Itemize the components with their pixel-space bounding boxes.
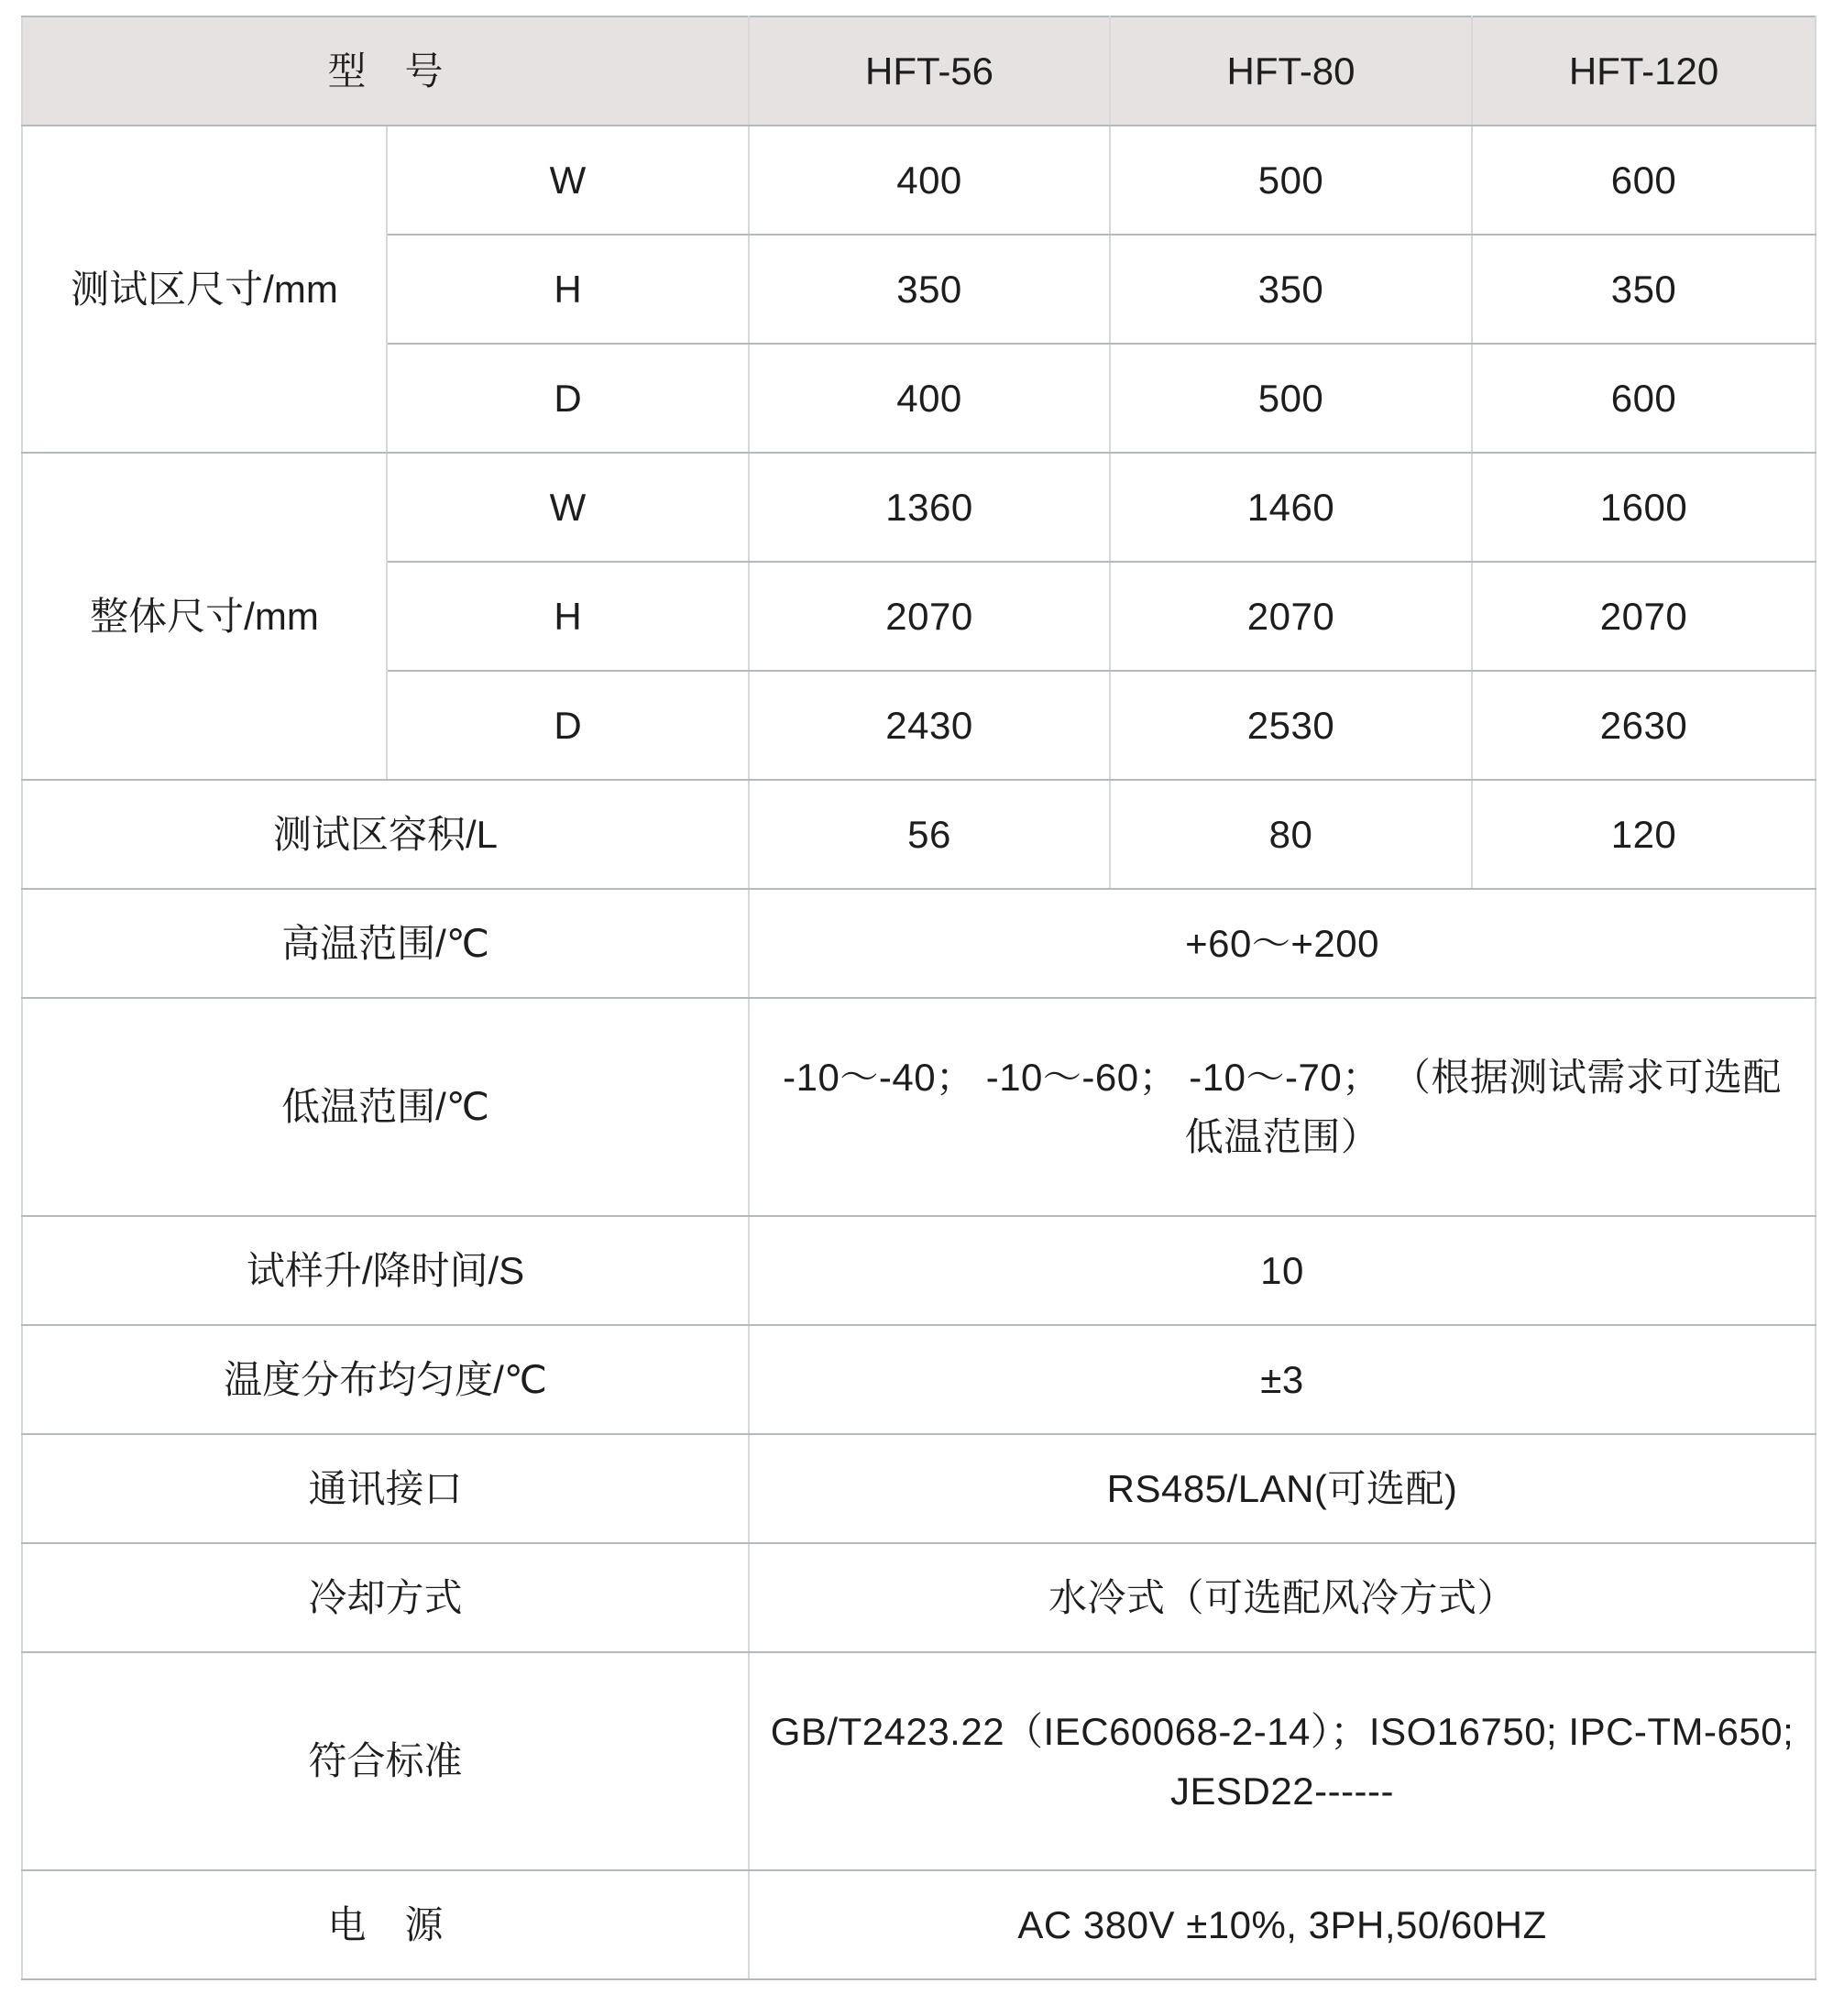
- test-area-w-row: [22, 126, 1816, 235]
- value-cell: 2430: [749, 671, 1110, 780]
- standards-row: [22, 1652, 1816, 1870]
- transfer-time-row: [22, 1216, 1816, 1325]
- value-cell: 1360: [749, 453, 1110, 562]
- value-cell: 500: [1110, 126, 1472, 235]
- power-label: 电 源: [22, 1870, 749, 1979]
- high-temp-row: [22, 889, 1816, 998]
- value-cell: 1600: [1472, 453, 1816, 562]
- header-model-hft80: HFT-80: [1110, 16, 1472, 126]
- value-cell: 500: [1110, 344, 1472, 453]
- cooling-label: 冷却方式: [22, 1543, 749, 1652]
- low-temp-row: [22, 998, 1816, 1216]
- value-cell: 80: [1110, 780, 1472, 889]
- value-cell: 400: [749, 126, 1110, 235]
- standards-value: GB/T2423.22（IEC60068-2-14）；ISO16750; IPC-TM-650; JESD22------: [749, 1652, 1816, 1870]
- low-temp-value: -10～-40； -10～-60； -10～-70； （根据测试需求可选配低温范围）: [749, 998, 1816, 1216]
- standards-label: 符合标准: [22, 1652, 749, 1870]
- uniformity-label: 温度分布均匀度/℃: [22, 1325, 749, 1434]
- low-temp-label: 低温范围/℃: [22, 998, 749, 1216]
- value-cell: 350: [1472, 235, 1816, 344]
- value-cell: 350: [749, 235, 1110, 344]
- header-row: [22, 16, 1816, 126]
- value-cell: 2070: [749, 562, 1110, 671]
- value-cell: 56: [749, 780, 1110, 889]
- cooling-row: [22, 1543, 1816, 1652]
- test-area-dim-label: 测试区尺寸/mm: [22, 126, 387, 453]
- comm-interface-label: 通讯接口: [22, 1434, 749, 1543]
- cooling-value: 水冷式（可选配风冷方式）: [749, 1543, 1816, 1652]
- transfer-time-label: 试样升/降时间/S: [22, 1216, 749, 1325]
- value-cell: 400: [749, 344, 1110, 453]
- power-row: [22, 1870, 1816, 1979]
- header-model-hft120: HFT-120: [1472, 16, 1816, 126]
- overall-dim-label: 整体尺寸/mm: [22, 453, 387, 780]
- sub-label-d: D: [387, 344, 749, 453]
- uniformity-row: [22, 1325, 1816, 1434]
- uniformity-value: ±3: [749, 1325, 1816, 1434]
- comm-interface-row: [22, 1434, 1816, 1543]
- sub-label-d: D: [387, 671, 749, 780]
- power-value: AC 380V ±10%, 3PH,50/60HZ: [749, 1870, 1816, 1979]
- value-cell: 2070: [1472, 562, 1816, 671]
- value-cell: 350: [1110, 235, 1472, 344]
- sub-label-h: H: [387, 562, 749, 671]
- high-temp-label: 高温范围/℃: [22, 889, 749, 998]
- value-cell: 1460: [1110, 453, 1472, 562]
- sub-label-w: W: [387, 126, 749, 235]
- sub-label-h: H: [387, 235, 749, 344]
- value-cell: 600: [1472, 344, 1816, 453]
- value-cell: 600: [1472, 126, 1816, 235]
- spec-table: [21, 16, 1817, 1980]
- volume-row: [22, 780, 1816, 889]
- sub-label-w: W: [387, 453, 749, 562]
- transfer-time-value: 10: [749, 1216, 1816, 1325]
- high-temp-value: +60～+200: [749, 889, 1816, 998]
- value-cell: 2530: [1110, 671, 1472, 780]
- header-model-label: 型 号: [22, 16, 749, 126]
- value-cell: 2070: [1110, 562, 1472, 671]
- overall-w-row: [22, 453, 1816, 562]
- value-cell: 2630: [1472, 671, 1816, 780]
- volume-label: 测试区容积/L: [22, 780, 749, 889]
- value-cell: 120: [1472, 780, 1816, 889]
- comm-interface-value: RS485/LAN(可选配): [749, 1434, 1816, 1543]
- header-model-hft56: HFT-56: [749, 16, 1110, 126]
